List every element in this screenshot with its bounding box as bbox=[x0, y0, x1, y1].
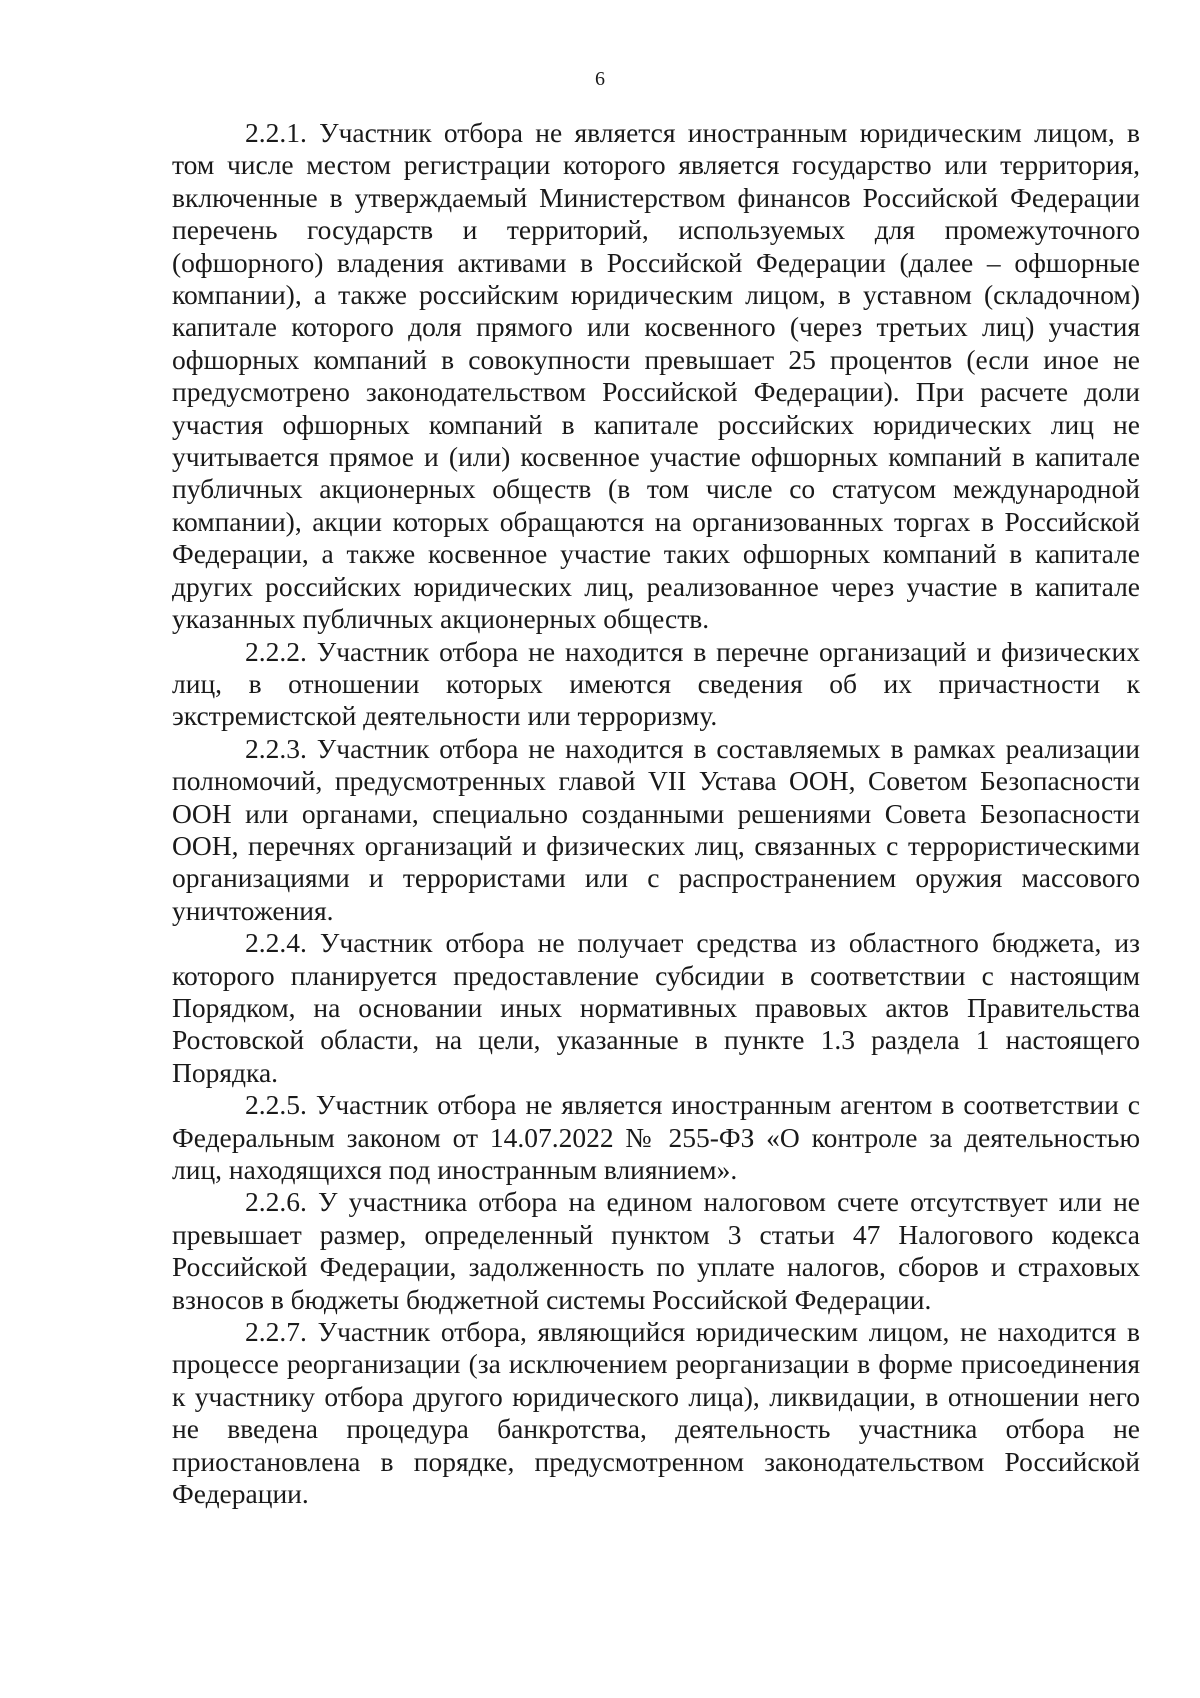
document-body bbox=[172, 117, 1140, 1510]
paragraph-2-2-5: 2.2.5. Участник отбора не является иностранным агентом в соответствии с Федеральным законом от 14.07.2022 № 255-ФЗ «О контроле за деятельностью лиц, находящихся под иностранным влиянием». bbox=[172, 1089, 1140, 1185]
paragraph-2-2-7: 2.2.7. Участник отбора, являющийся юридическим лицом, не находится в процессе реорганизации (за исключением реорганизации в форме присоединения к участнику отбора другого юридического лица), ликвидации, в отношении него не введена процедура банкротства, деятельность участника отбора не приостановлена в порядке, предусмотренном законодательством Российской Федерации. bbox=[172, 1316, 1140, 1510]
paragraph-2-2-4: 2.2.4. Участник отбора не получает средства из областного бюджета, из которого планируется предоставление субсидии в соответствии с настоящим Порядком, на основании иных нормативных правовых актов Правительства Ростовской области, на цели, указанные в пункте 1.3 раздела 1 настоящего Порядка. bbox=[172, 927, 1140, 1088]
paragraph-2-2-3: 2.2.3. Участник отбора не находится в составляемых в рамках реализации полномочий, предусмотренных главой VII Устава ООН, Советом Безопасности ООН или органами, специально созданными решениями Совета Безопасности ООН, перечнях организаций и физических лиц, связанных с террористическими организациями и террористами или с распространением оружия массового уничтожения. bbox=[172, 732, 1140, 926]
page-number: 6 bbox=[595, 68, 605, 90]
paragraph-2-2-2: 2.2.2. Участник отбора не находится в перечне организаций и физических лиц, в отношении которых имеются сведения об их причастности к экстремистской деятельности или терроризму. bbox=[172, 635, 1140, 732]
paragraph-2-2-1: 2.2.1. Участник отбора не является иностранным юридическим лицом, в том числе местом регистрации которого является государство или территория, включенные в утверждаемый Министерством финансов Российской Федерации перечень государств и территорий, используемых для промежуточного (офшорного) владения активами в Российской Федерации (далее – офшорные компании), а также российским юридическим лицом, в уставном (складочном) капитале которого доля прямого или косвенного (через третьих лиц) участия офшорных компаний в совокупности превышает 25 процентов (если иное не предусмотрено законодательством Российской Федерации). При расчете доли участия офшорных компаний в капитале российских юридических лиц не учитывается прямое и (или) косвенное участие офшорных компаний в капитале публичных акционерных обществ (в том числе со статусом международной компании), акции которых обращаются на организованных торгах в Российской Федерации, а также косвенное участие таких офшорных компаний в капитале других российских юридических лиц, реализованное через участие в капитале указанных публичных акционерных обществ. bbox=[172, 117, 1140, 635]
paragraph-2-2-6: 2.2.6. У участника отбора на едином налоговом счете отсутствует или не превышает размер, определенный пунктом 3 статьи 47 Налогового кодекса Российской Федерации, задолженность по уплате налогов, сборов и страховых взносов в бюджеты бюджетной системы Российской Федерации. bbox=[172, 1186, 1140, 1315]
